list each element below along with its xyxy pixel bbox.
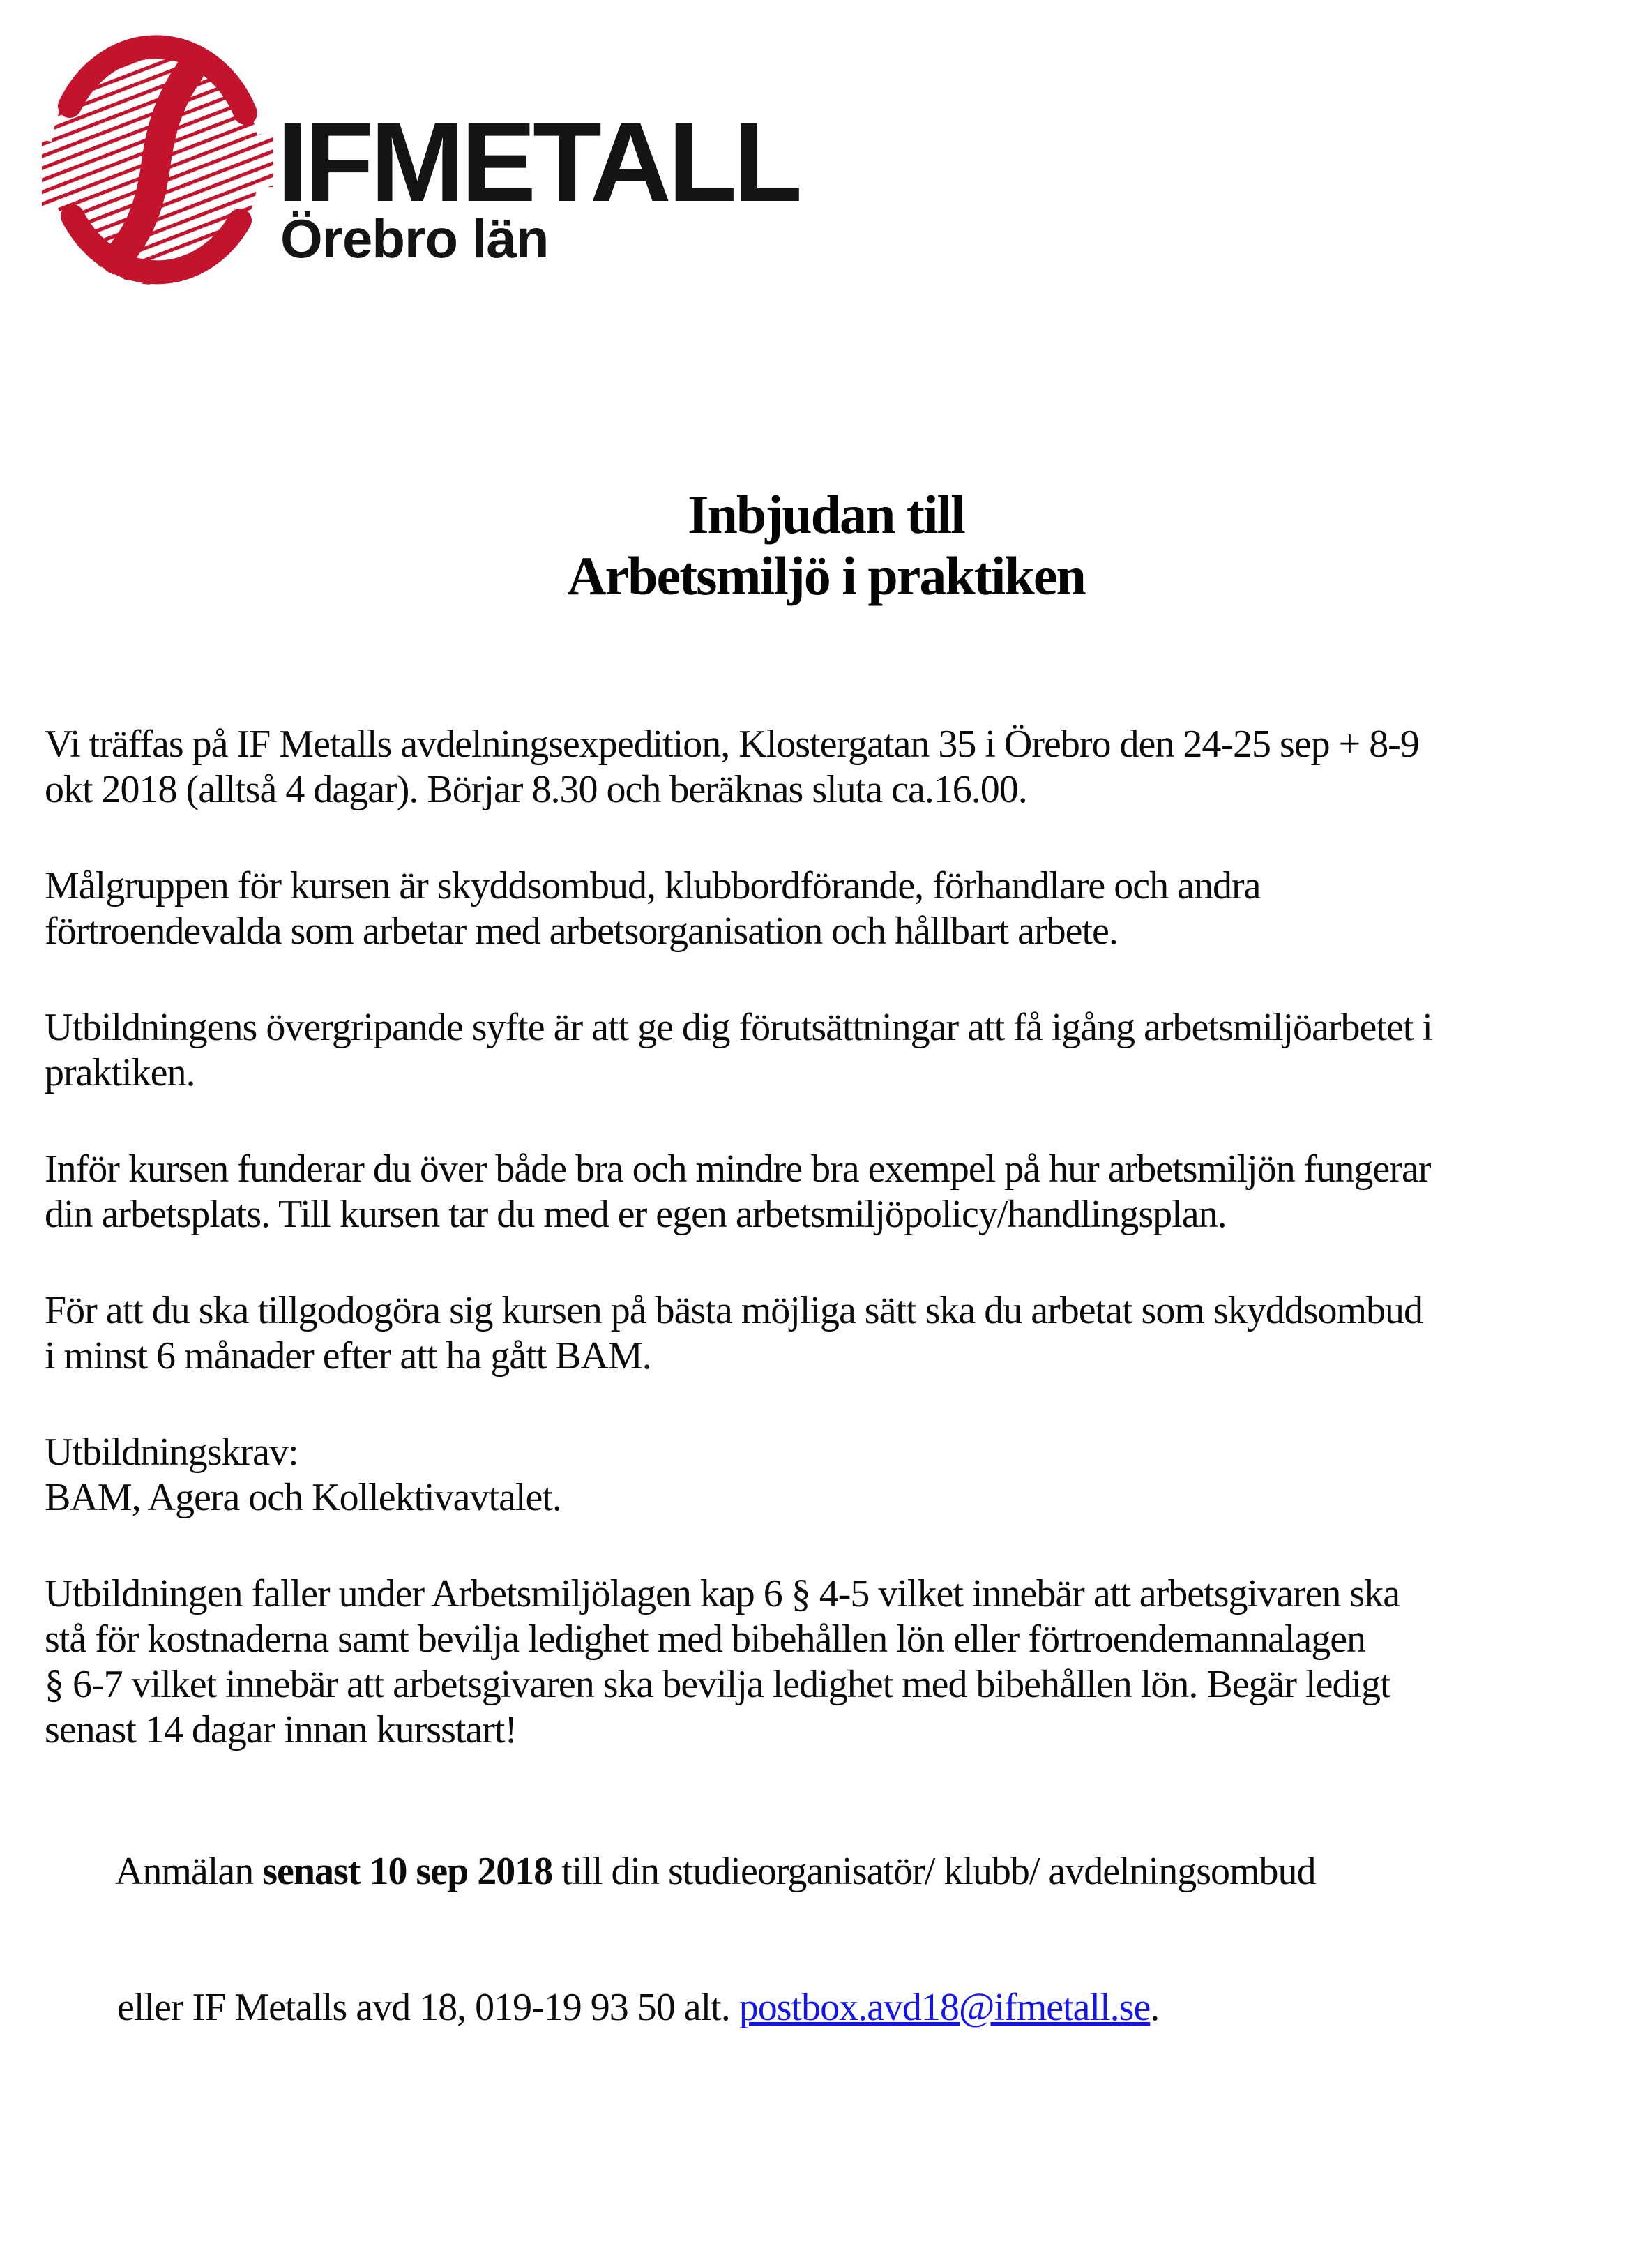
logo-brand-text: IFMETALL bbox=[277, 99, 799, 225]
text-line: Målgruppen för kursen är skyddsombud, klubbordförande, förhandlare och andra bbox=[45, 864, 1261, 907]
title-line-2: Arbetsmiljö i praktiken bbox=[567, 545, 1085, 606]
signup-period: . bbox=[1150, 1986, 1160, 2029]
document-body bbox=[45, 722, 1621, 2127]
signup-contact-text: eller IF Metalls avd 18, 019-19 93 50 alt. bbox=[117, 1986, 739, 2029]
paragraph-experience-requirement bbox=[45, 1288, 1621, 1379]
text-line bbox=[45, 1940, 1621, 2076]
paragraph-preparation bbox=[45, 1147, 1621, 1237]
text-line: okt 2018 (alltså 4 dagar). Börjar 8.30 och beräknas sluta ca.16.00. bbox=[45, 768, 1027, 811]
signup-text: Anmälan bbox=[114, 1850, 263, 1893]
text-line bbox=[45, 1804, 1621, 1940]
text-line: din arbetsplats. Till kursen tar du med er egen arbetsmiljöpolicy/handlingsplan. bbox=[45, 1193, 1227, 1236]
signup-text: till din studieorganisatör/ klubb/ avdelningsombud bbox=[552, 1850, 1316, 1893]
logo-region-text: Örebro län bbox=[280, 208, 549, 269]
text-line: § 6-7 vilket innebär att arbetsgivaren ska bevilja ledighet med bibehållen lön. Begär ledigt bbox=[45, 1663, 1390, 1706]
paragraph-education-requirements bbox=[45, 1430, 1621, 1521]
text-line: förtroendevalda som arbetar med arbetsorganisation och hållbart arbete. bbox=[45, 910, 1118, 953]
email-link[interactable]: postbox.avd18@ifmetall.se bbox=[738, 1986, 1151, 2029]
paragraph-target-group bbox=[45, 863, 1621, 954]
text-line: Vi träffas på IF Metalls avdelningsexpedition, Klostergatan 35 i Örebro den 24-25 sep + 8-9 bbox=[45, 723, 1419, 766]
text-line: Utbildningskrav: bbox=[45, 1431, 298, 1474]
paragraph-legal bbox=[45, 1571, 1621, 1753]
paragraph-venue bbox=[45, 722, 1621, 813]
text-line: Inför kursen funderar du över både bra och mindre bra exempel på hur arbetsmiljön fungerar bbox=[45, 1147, 1431, 1191]
text-line: För att du ska tillgodogöra sig kursen på bästa möjliga sätt ska du arbetat som skyddsombud bbox=[45, 1289, 1423, 1332]
text-line: praktiken. bbox=[45, 1051, 195, 1094]
title-line-1: Inbjudan till bbox=[688, 484, 964, 545]
text-line: BAM, Agera och Kollektivavtalet. bbox=[45, 1476, 561, 1519]
text-line: i minst 6 månader efter att ha gått BAM. bbox=[45, 1334, 651, 1378]
document-title bbox=[0, 484, 1652, 607]
text-line: Utbildningen faller under Arbetsmiljölagen kap 6 § 4-5 vilket innebär att arbetsgivaren ska bbox=[45, 1572, 1400, 1615]
paragraph-purpose bbox=[45, 1005, 1621, 1096]
text-line: stå för kostnaderna samt bevilja ledighet med bibehållen lön eller förtroendemannalagen bbox=[45, 1617, 1366, 1661]
paragraph-signup bbox=[45, 1804, 1621, 2076]
text-line: Utbildningens övergripande syfte är att ge dig förutsättningar att få igång arbetsmiljöarbetet i bbox=[45, 1006, 1432, 1049]
text-line: senast 14 dagar innan kursstart! bbox=[45, 1708, 517, 1751]
signup-deadline: senast 10 sep 2018 bbox=[262, 1850, 553, 1893]
ifmetall-logo-icon bbox=[42, 35, 273, 289]
